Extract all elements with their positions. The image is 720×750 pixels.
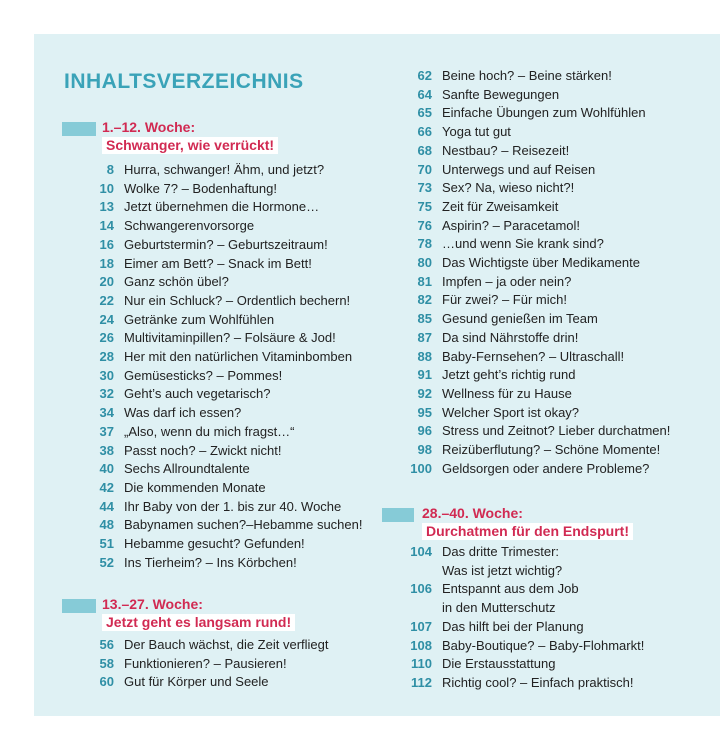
section-title: Schwanger, wie verrückt!	[102, 137, 278, 154]
entry-title: Ins Tierheim? – Ins Körbchen!	[124, 554, 297, 570]
page-number: 106	[410, 581, 432, 597]
page-number: 98	[417, 442, 432, 457]
page-number: 85	[417, 311, 432, 327]
page-number: 96	[417, 423, 432, 439]
page-number: 14	[99, 218, 114, 234]
page-number: 38	[99, 442, 114, 458]
entry-title: Hebamme gesucht? Gefunden!	[124, 536, 305, 551]
page-number: 42	[99, 479, 114, 495]
entry-title: Der Bauch wächst, die Zeit verfliegt	[124, 637, 329, 652]
entry-title: Geht’s auch vegetarisch?	[124, 386, 271, 402]
page-number: 75	[417, 198, 432, 214]
page-number: 66	[417, 124, 432, 140]
entry-title: Was darf ich essen?	[124, 405, 242, 421]
page-title: INHALTSVERZEICHNIS	[64, 70, 304, 93]
page-number: 22	[99, 292, 114, 308]
page-number: 108	[410, 637, 432, 653]
entry-title: Her mit den natürlichen Vitaminbomben	[124, 349, 353, 364]
entry-title: Was ist jetzt wichtig?	[442, 562, 563, 578]
toc-panel	[34, 34, 720, 716]
page-number: 34	[99, 405, 114, 421]
section-weeks: 28.–40. Woche:	[422, 505, 523, 521]
page-number: 64	[417, 86, 432, 102]
page-number: 28	[99, 349, 114, 364]
entry-title: Geburtstermin? – Geburtszeitraum!	[124, 236, 328, 252]
page-number: 44	[99, 498, 114, 514]
entry-title: Hurra, schwanger! Ähm, und jetzt?	[124, 162, 325, 177]
page-number: 68	[417, 142, 432, 158]
page-number: 30	[99, 367, 114, 383]
page-number: 70	[417, 161, 432, 177]
page-number: 13	[99, 199, 114, 215]
page-number: 104	[410, 544, 432, 559]
entry-title: Unterwegs und auf Reisen	[442, 161, 596, 177]
page-number: 76	[417, 217, 432, 233]
entry-title: Nestbau? – Reisezeit!	[442, 142, 570, 158]
page-number: 82	[417, 292, 432, 308]
section-bar	[62, 122, 96, 136]
page-number: 26	[99, 330, 114, 346]
entry-title: Gemüsesticks? – Pommes!	[124, 367, 283, 383]
page-number: 107	[410, 618, 432, 634]
page-number: 52	[99, 554, 114, 570]
entry-title: Jetzt übernehmen die Hormone…	[124, 199, 320, 215]
page-number: 56	[99, 637, 114, 652]
page-number: 65	[417, 105, 432, 121]
entry-title: Eimer am Bett? – Snack im Bett!	[124, 255, 312, 271]
entry-title: Richtig cool? – Einfach praktisch!	[442, 674, 634, 690]
page-number: 80	[417, 255, 432, 270]
page-number: 88	[417, 348, 432, 364]
entry-title: Da sind Nährstoffe drin!	[442, 329, 579, 345]
entry-title: Multivitaminpillen? – Folsäure & Jod!	[124, 330, 336, 346]
section-weeks: 13.–27. Woche:	[102, 596, 203, 612]
entry-title: Die kommenden Monate	[124, 479, 266, 495]
page-number: 10	[99, 180, 114, 196]
entry-title: „Also, wenn du mich fragst…“	[124, 423, 295, 439]
page-number: 73	[417, 180, 432, 196]
entry-title: Sechs Allroundtalente	[124, 461, 250, 477]
page-number: 24	[99, 311, 114, 327]
page-number: 91	[417, 367, 432, 383]
entry-title: Zeit für Zweisamkeit	[442, 198, 559, 214]
page-number: 8	[106, 162, 114, 177]
page-number: 110	[411, 656, 432, 672]
entry-title: Passt noch? – Zwickt nicht!	[124, 442, 282, 458]
entry-title: Impfen – ja oder nein?	[442, 273, 572, 289]
entry-title: Das hilft bei der Planung	[442, 618, 584, 634]
page-number: 60	[99, 674, 114, 690]
page-number: 81	[417, 273, 432, 289]
entry-title: Wolke 7? – Bodenhaftung!	[124, 180, 277, 196]
page-number: 112	[411, 674, 432, 690]
entry-title: …und wenn Sie krank sind?	[442, 236, 604, 252]
entry-title: Getränke zum Wohlfühlen	[124, 311, 275, 327]
entry-title: Das dritte Trimester:	[442, 544, 560, 559]
entry-title: Beine hoch? – Beine stärken!	[442, 68, 612, 83]
page-number: 40	[99, 461, 114, 477]
entry-title: Sanfte Bewegungen	[442, 86, 560, 102]
entry-title: Das Wichtigste über Medikamente	[442, 255, 640, 270]
entry-title: Geldsorgen oder andere Probleme?	[442, 460, 650, 476]
entry-title: Ganz schön übel?	[124, 274, 229, 290]
page-number: 18	[99, 255, 114, 271]
entry-title: in den Mutterschutz	[442, 600, 556, 616]
page-number: 92	[417, 385, 432, 401]
entry-title: Aspirin? – Paracetamol!	[442, 217, 581, 233]
entry-title: Einfache Übungen zum Wohlfühlen	[442, 105, 646, 121]
entry-title: Reizüberflutung? – Schöne Momente!	[442, 442, 661, 457]
section-title: Jetzt geht es langsam rund!	[102, 614, 295, 631]
page-number: 78	[417, 236, 432, 252]
page-number: 58	[99, 655, 114, 671]
section-bar	[382, 508, 414, 522]
page-number: 16	[99, 236, 114, 252]
entry-title: Babynamen suchen?–Hebamme suchen!	[124, 517, 363, 533]
entry-title: Welcher Sport ist okay?	[442, 404, 580, 420]
page-number: 95	[417, 404, 432, 420]
page-number: 100	[410, 460, 432, 476]
page-number: 62	[417, 68, 432, 83]
page-number: 87	[417, 329, 432, 345]
entry-title: Baby-Boutique? – Baby-Flohmarkt!	[442, 637, 645, 653]
section-bar	[62, 599, 96, 613]
entry-title: Nur ein Schluck? – Ordentlich bechern!	[124, 292, 351, 308]
entry-title: Baby-Fernsehen? – Ultraschall!	[442, 348, 625, 364]
entry-title: Jetzt geht’s richtig rund	[442, 367, 576, 383]
entry-title: Ihr Baby von der 1. bis zur 40. Woche	[124, 498, 342, 514]
entry-title: Wellness für zu Hause	[442, 385, 572, 401]
entry-title: Die Erstausstattung	[442, 656, 556, 672]
page-number: 32	[99, 386, 114, 402]
entry-title: Sex? Na, wieso nicht?!	[442, 180, 575, 196]
section-weeks: 1.–12. Woche:	[102, 119, 196, 135]
entry-title: Entspannt aus dem Job	[442, 581, 579, 597]
entry-title: Gesund genießen im Team	[442, 311, 598, 327]
entry-title: Für zwei? – Für mich!	[442, 292, 567, 308]
entry-title: Yoga tut gut	[442, 124, 511, 140]
entry-title: Schwangerenvorsorge	[124, 218, 255, 234]
page-number: 20	[99, 274, 114, 290]
page-number: 48	[99, 517, 114, 533]
entry-title: Funktionieren? – Pausieren!	[124, 655, 287, 671]
section-title: Durchatmen für den Endspurt!	[422, 523, 633, 540]
entry-title: Gut für Körper und Seele	[124, 674, 269, 690]
page-number: 37	[99, 423, 114, 439]
entry-title: Stress und Zeitnot? Lieber durchatmen!	[442, 423, 671, 439]
page-number: 51	[99, 536, 114, 551]
